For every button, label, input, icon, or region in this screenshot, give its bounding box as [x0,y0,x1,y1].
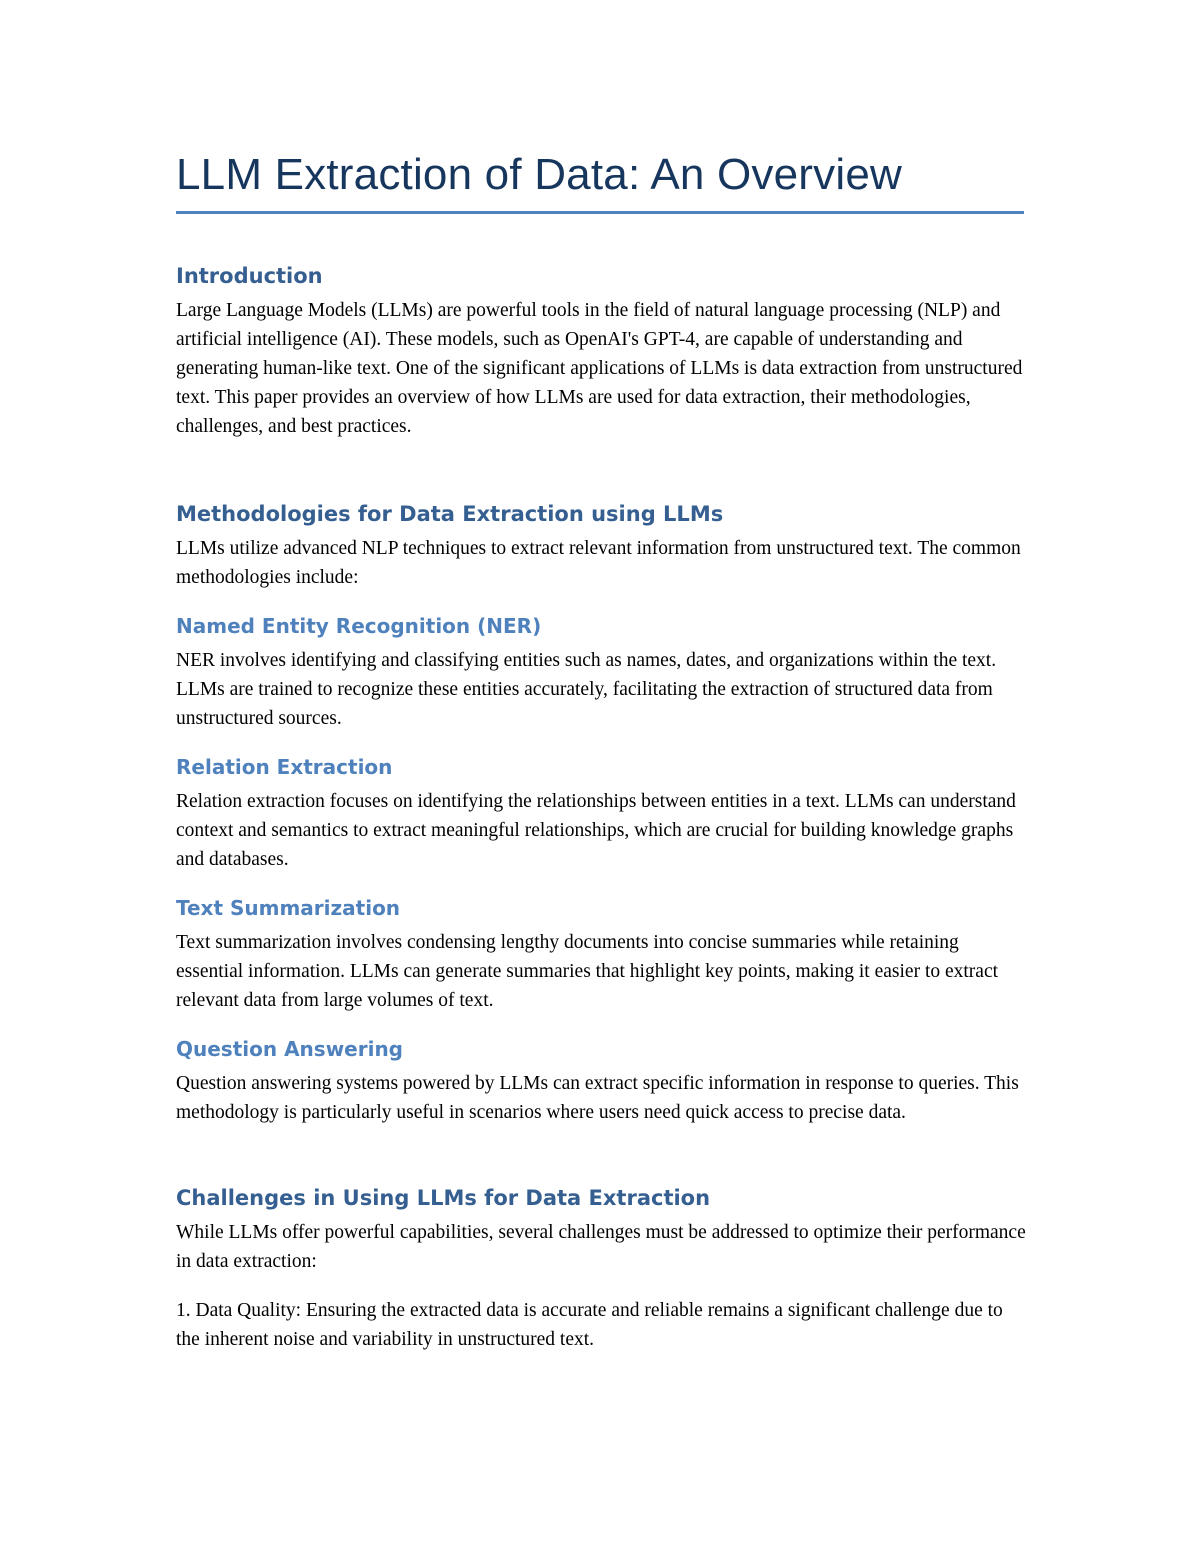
section-challenges [176,1183,1026,1354]
relation-extraction-paragraph: Relation extraction focuses on identifying the relationships between entities in a text. LLMs can understand context and semantics to extract meaningful relationships, which are crucial for building knowledge graphs and databases. [176,791,1016,870]
text-summarization-paragraph: Text summarization involves condensing lengthy documents into concise summaries while retaining essential information. LLMs can generate summaries that highlight key points, making it easier to extract relevant data from large volumes of text. [176,932,999,1011]
subsection-relation-extraction [176,752,1026,874]
title-underline [176,211,1024,214]
section-heading-challenges: Challenges in Using LLMs for Data Extraction [176,1186,711,1210]
challenge-item: 1. Data Quality: Ensuring the extracted data is accurate and reliable remains a significant challenge due to the inherent noise and variability in unstructured text. [176,1300,1003,1350]
subsection-ner [176,611,1026,733]
section-heading-methodologies: Methodologies for Data Extraction using LLMs [176,502,724,526]
introduction-paragraph: Large Language Models (LLMs) are powerful tools in the field of natural language processing (NLP) and artificial intelligence (AI). These models, such as OpenAI's GPT-4, are capable of understanding and generating human-like text. One of the significant applications of LLMs is data extraction from unstructured text. This paper provides an overview of how LLMs are used for data extraction, their methodologies, challenges, and best practices. [176,300,1023,437]
subsection-question-answering [176,1034,1026,1127]
subsection-heading-question-answering: Question Answering [176,1037,404,1061]
challenges-intro-paragraph: While LLMs offer powerful capabilities, several challenges must be addressed to optimize their performance in data extraction: [176,1222,1026,1272]
document-title: LLM Extraction of Data: An Overview [176,150,902,199]
section-heading-introduction: Introduction [176,264,323,288]
section-introduction [176,261,1026,441]
subsection-heading-relation-extraction: Relation Extraction [176,755,393,779]
document-content [176,146,1026,1354]
section-methodologies [176,499,1026,1127]
subsection-text-summarization [176,893,1026,1015]
subsection-heading-ner: Named Entity Recognition (NER) [176,614,542,638]
question-answering-paragraph: Question answering systems powered by LLMs can extract specific information in response to queries. This methodology is particularly useful in scenarios where users need quick access to precise data. [176,1073,1019,1123]
methodologies-intro-paragraph: LLMs utilize advanced NLP techniques to extract relevant information from unstructured text. The common methodologies include: [176,538,1021,588]
subsection-heading-text-summarization: Text Summarization [176,896,401,920]
ner-paragraph: NER involves identifying and classifying entities such as names, dates, and organizations within the text. LLMs are trained to recognize these entities accurately, facilitating the extraction of structured data from unstructured sources. [176,650,997,729]
